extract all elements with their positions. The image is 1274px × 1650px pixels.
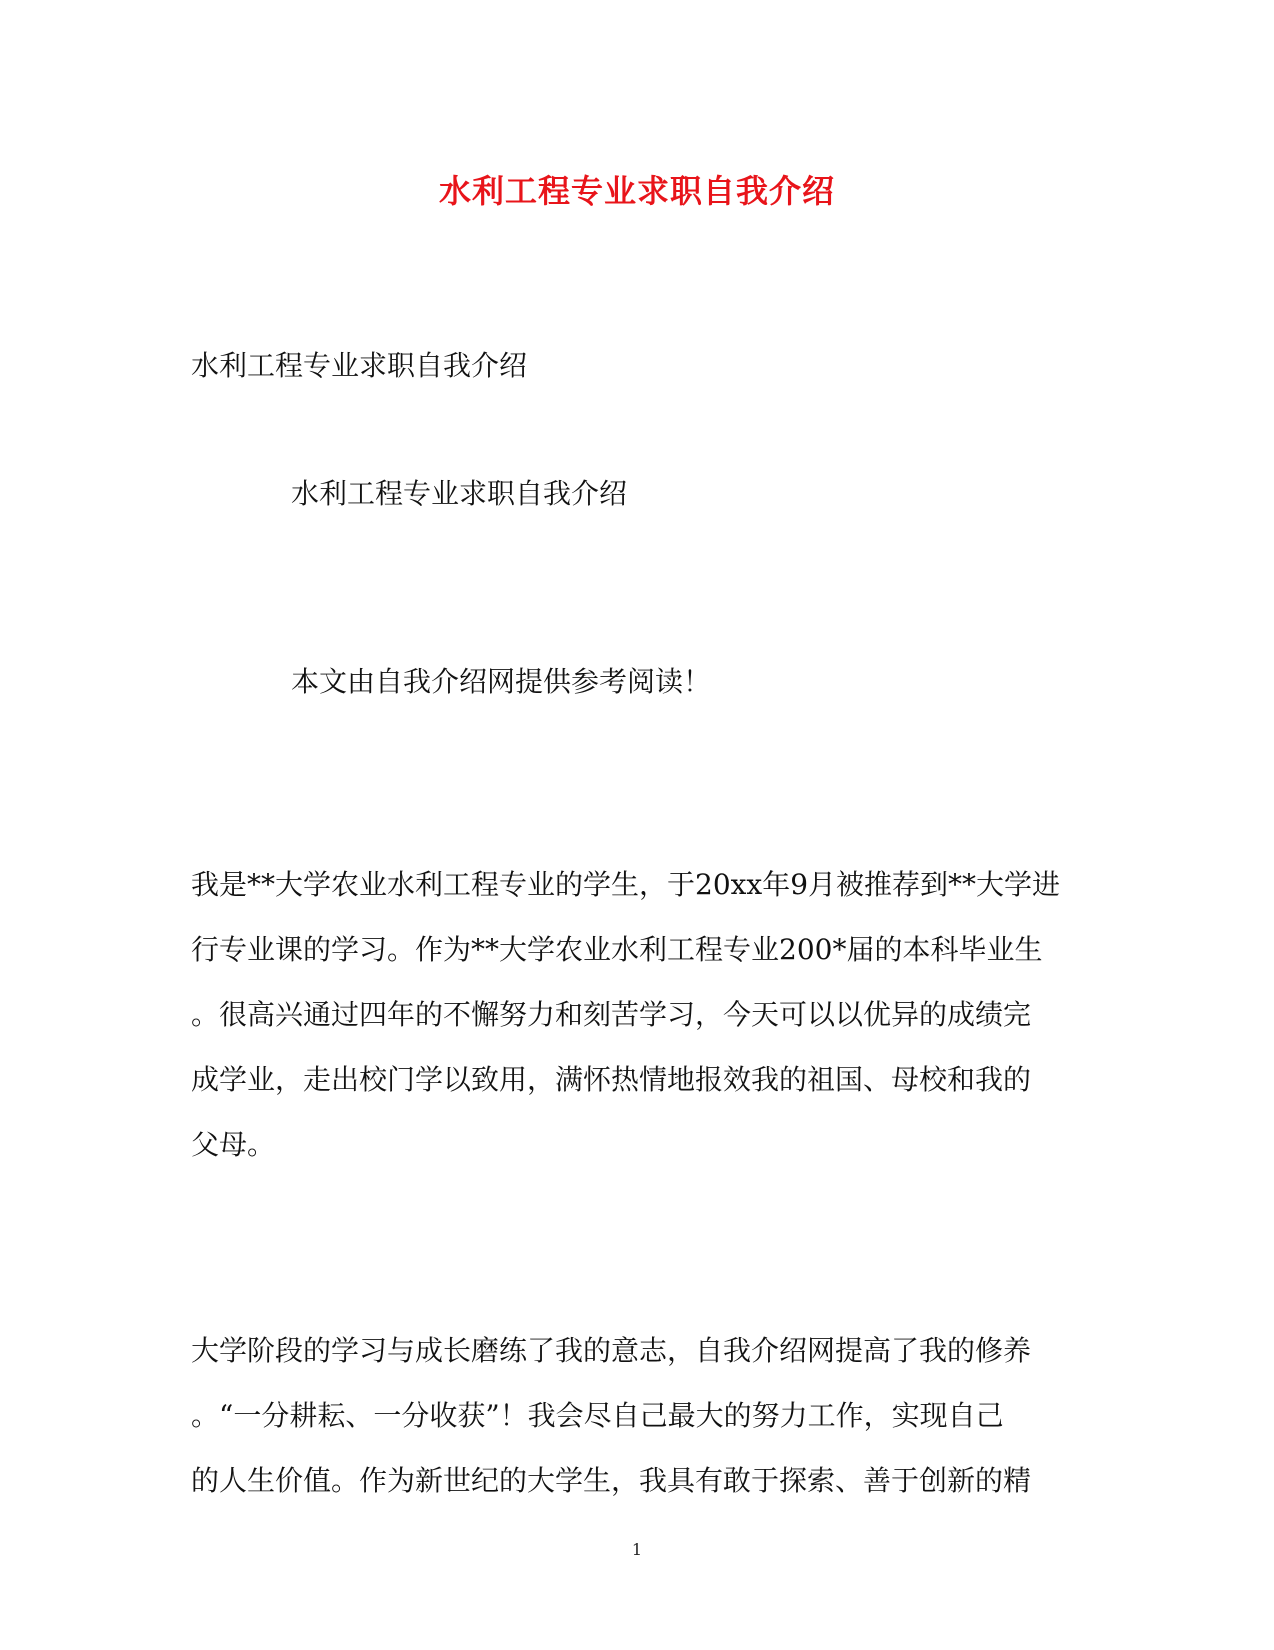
subtitle-heading: 水利工程专业求职自我介绍	[191, 349, 528, 382]
paragraph-line: 我是**大学农业水利工程专业的学生，于20xx年9月被推荐到**大学进	[191, 868, 1061, 901]
paragraph-line: 行专业课的学习。作为**大学农业水利工程专业200*届的本科毕业生	[191, 933, 1043, 966]
paragraph-line: 大学阶段的学习与成长磨练了我的意志，自我介绍网提高了我的修养	[191, 1334, 1032, 1367]
page-number: 1	[631, 1540, 643, 1559]
paragraph-line: 。很高兴通过四年的不懈努力和刻苦学习，今天可以以优异的成绩完	[191, 998, 1032, 1031]
paragraph-line: 成学业，走出校门学以致用，满怀热情地报效我的祖国、母校和我的	[191, 1063, 1032, 1096]
paragraph-intro	[191, 852, 1091, 1177]
paragraph-line: 的人生价值。作为新世纪的大学生，我具有敢于探索、善于创新的精	[191, 1464, 1032, 1497]
paragraph-line: 父母。	[191, 1128, 276, 1161]
paragraph-growth	[191, 1318, 1091, 1513]
document-title: 水利工程专业求职自我介绍	[438, 172, 835, 210]
source-note: 本文由自我介绍网提供参考阅读！	[291, 665, 712, 698]
indented-heading: 水利工程专业求职自我介绍	[291, 477, 628, 510]
paragraph-line: 。“一分耕耘、一分收获”！我会尽自己最大的努力工作，实现自己	[191, 1399, 1004, 1432]
